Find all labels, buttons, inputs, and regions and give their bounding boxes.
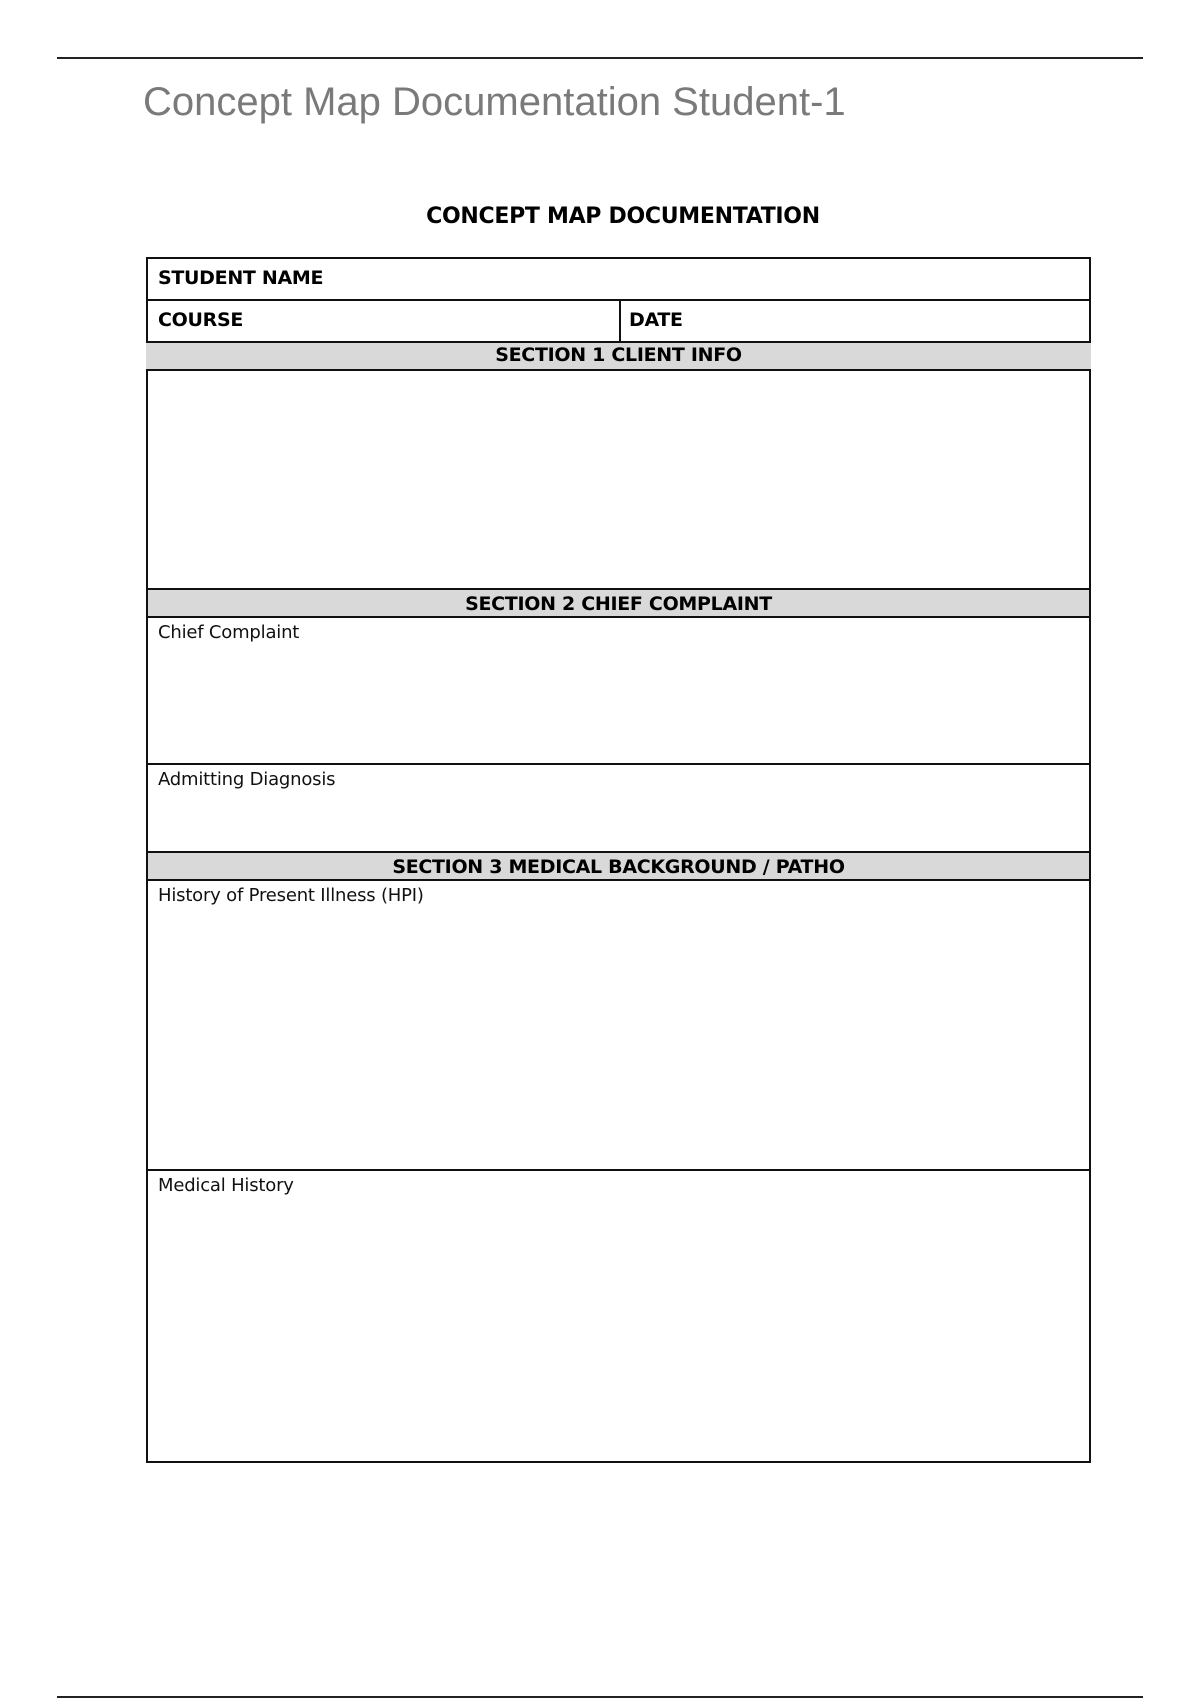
date-field[interactable] bbox=[619, 299, 1091, 343]
section-1-header: SECTION 1 CLIENT INFO bbox=[146, 341, 1091, 371]
chief-complaint-label: Chief Complaint bbox=[158, 622, 300, 643]
course-date-row bbox=[146, 299, 1091, 343]
concept-map-form bbox=[146, 257, 1091, 1463]
admitting-diagnosis-field[interactable] bbox=[146, 763, 1091, 853]
medical-history-label: Medical History bbox=[158, 1175, 294, 1196]
header-rule bbox=[57, 57, 1143, 59]
section-3-header: SECTION 3 MEDICAL BACKGROUND / PATHO bbox=[146, 851, 1091, 881]
section-2-header: SECTION 2 CHIEF COMPLAINT bbox=[146, 588, 1091, 618]
student-name-field[interactable] bbox=[146, 257, 1091, 301]
client-info-field[interactable] bbox=[146, 369, 1091, 590]
chief-complaint-field[interactable] bbox=[146, 616, 1091, 765]
date-label: DATE bbox=[629, 309, 683, 331]
student-name-label: STUDENT NAME bbox=[158, 267, 324, 289]
form-heading: CONCEPT MAP DOCUMENTATION bbox=[426, 204, 820, 229]
footer-rule bbox=[57, 1696, 1143, 1698]
course-label: COURSE bbox=[158, 309, 244, 331]
admitting-diagnosis-label: Admitting Diagnosis bbox=[158, 769, 336, 790]
hpi-label: History of Present Illness (HPI) bbox=[158, 885, 424, 906]
course-field[interactable] bbox=[146, 299, 621, 343]
medical-history-field[interactable] bbox=[146, 1169, 1091, 1463]
hpi-field[interactable] bbox=[146, 879, 1091, 1171]
page-title: Concept Map Documentation Student-1 bbox=[143, 80, 846, 124]
